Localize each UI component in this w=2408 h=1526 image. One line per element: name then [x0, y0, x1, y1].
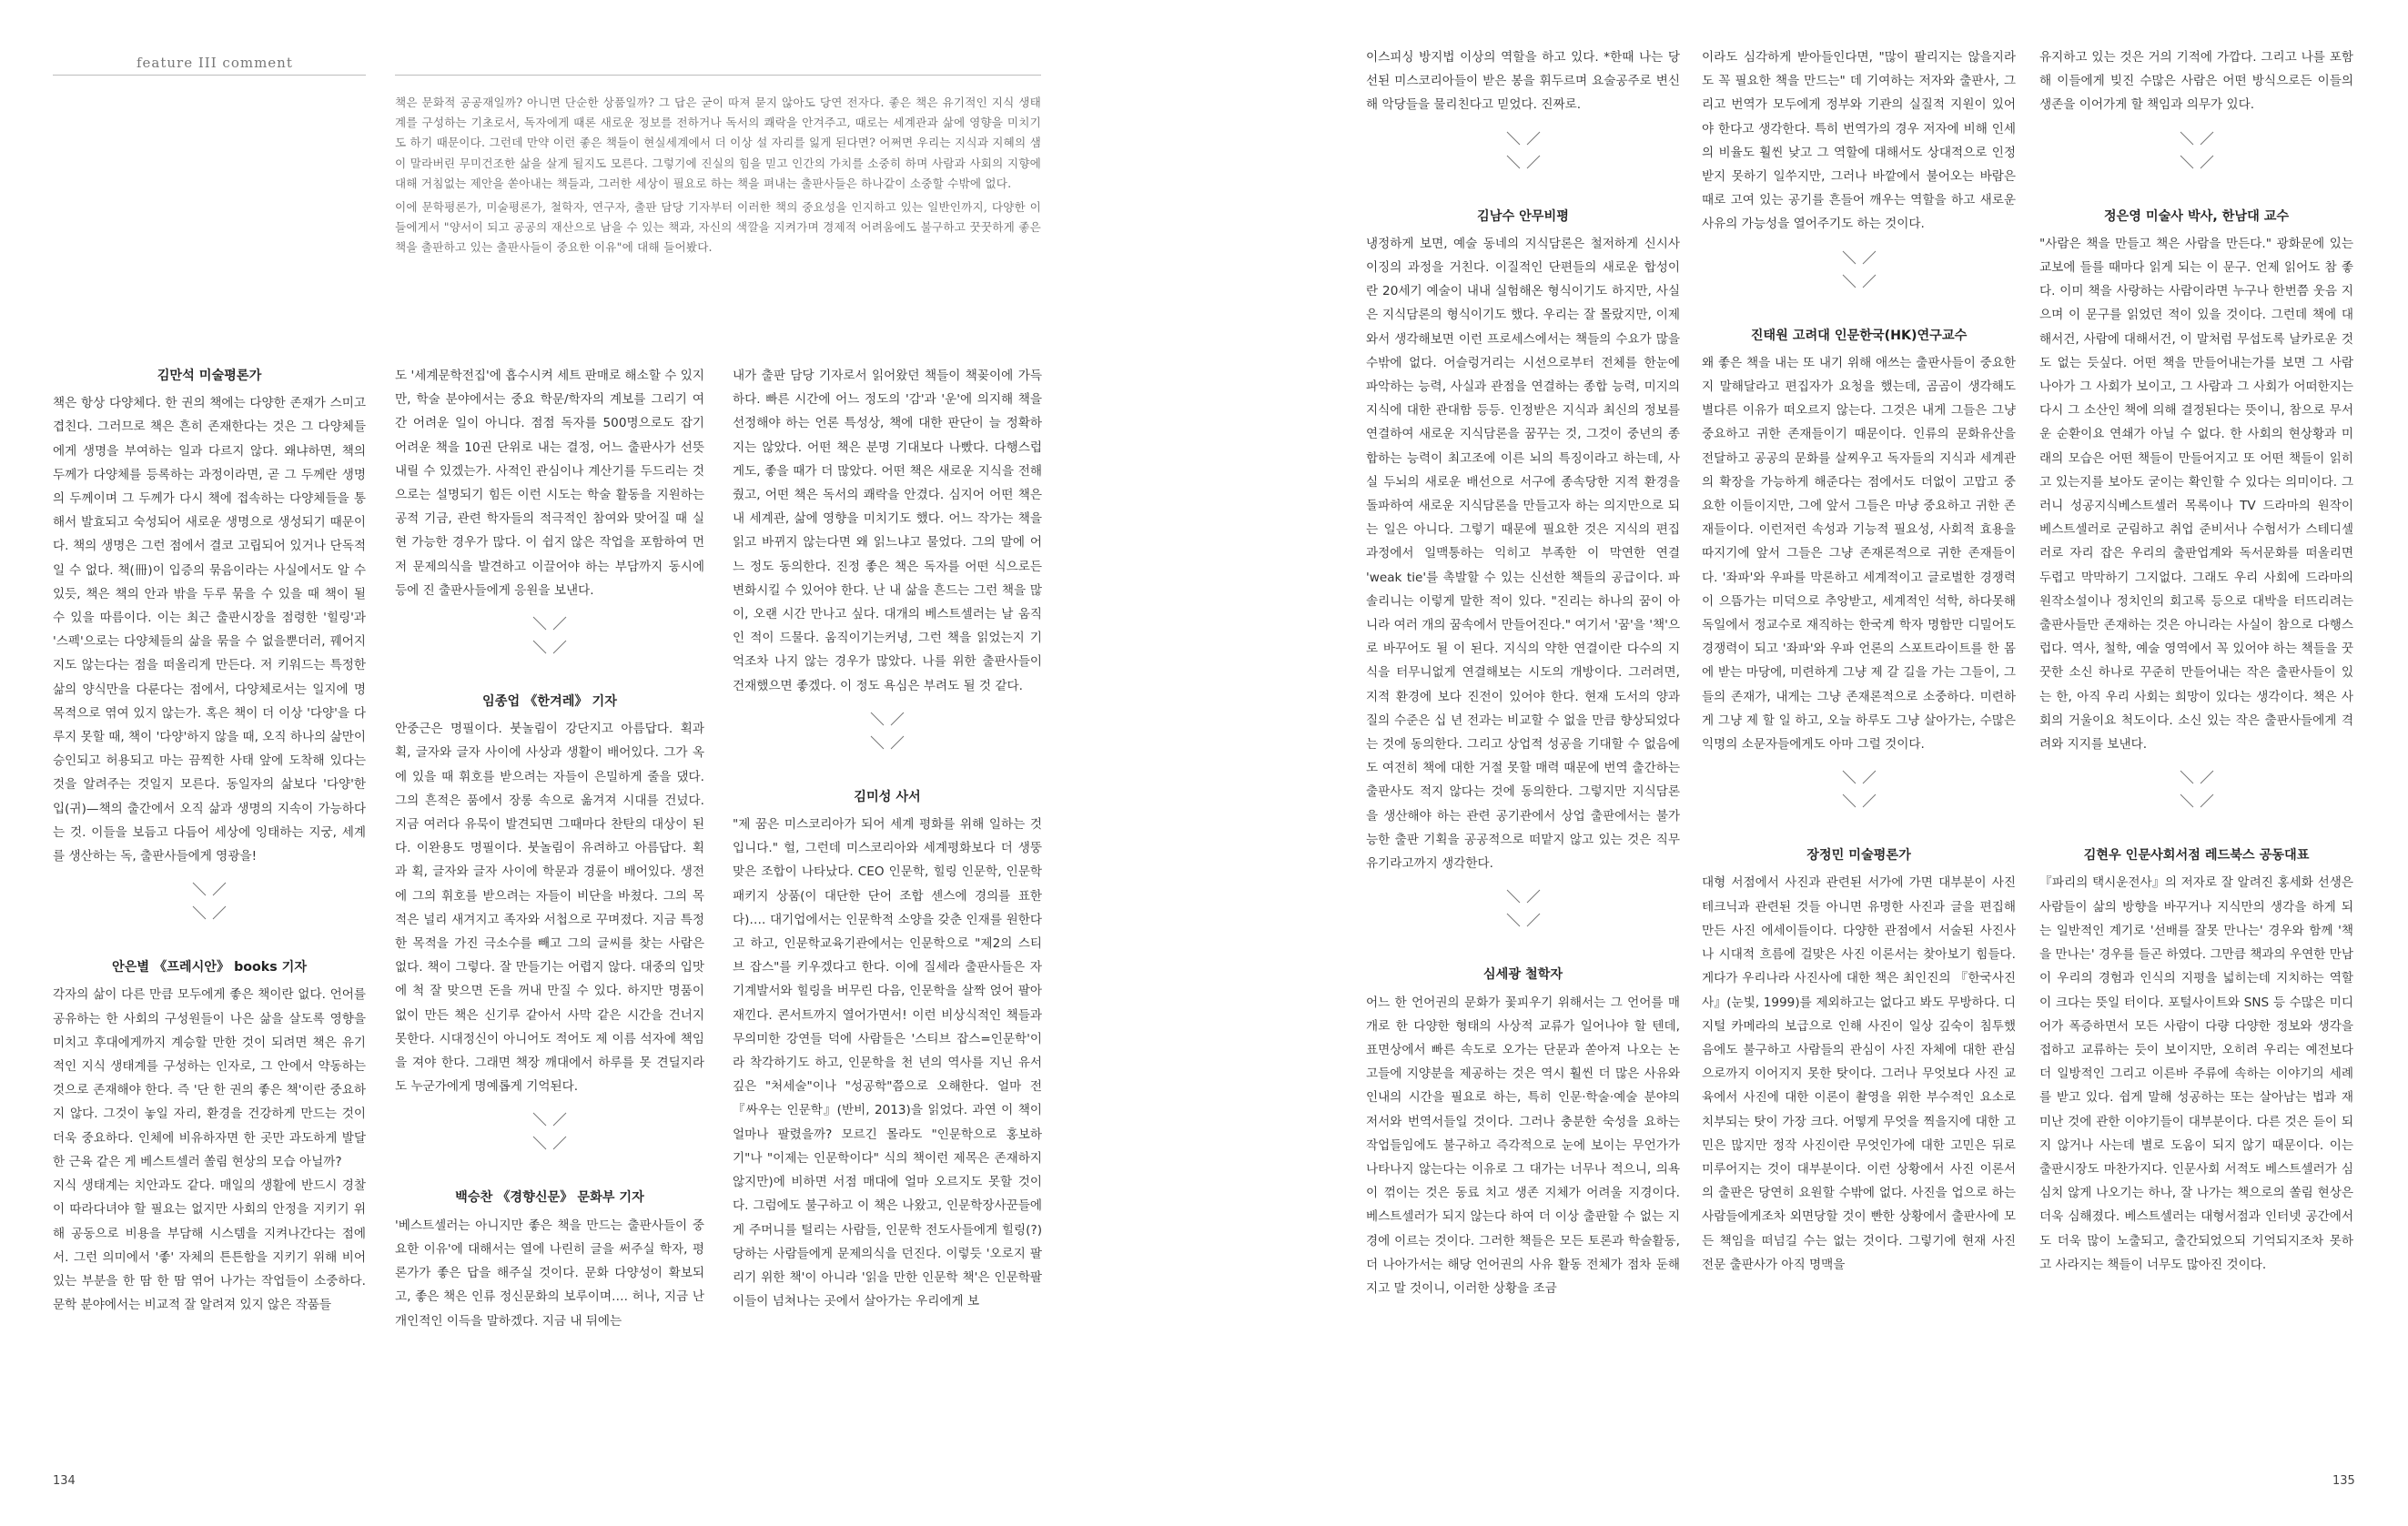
section-divider [53, 881, 366, 941]
contributor-text: "제 꿈은 미스코리아가 되어 세계 평화를 위해 일하는 것입니다." 헐, 그런데 미스코리아와 세계평화보다 더 생뚱맞은 조합이 나타났다. CEO 인문학, 힐링 인문학, 인문학 패키지 상품(이 대단한 단어 조합 센스에 경의를 표한다)…. 대기업에서는 인문학적 소양을 갖춘 인재를 원한다고 하고, 인문학교육기관에서는 인문학으로 "제2의 스티브 잡스"를 키우겠다고 한다. 이에 질세라 출판사들은 자기계발서와 힐링을 버무린 다음, 인문학을 살짝 얹어 팔아 재낀다. 콘서트까지 열어가면서! 이런 비상식적인 책들과 무의미한 강연들 덕에 사람들은 '스티브 잡스=인문학'이라 착각하기도 하고, 인문학을 천 년의 역사를 지닌 유서 깊은 "처세술"이나 "성공학"쯤으로 오해한다. 얼마 전 『싸우는 인문학』(반비, 2013)을 읽었다. 과연 이 책이 얼마나 팔렸을까? 모르긴 몰라도 "인문학으로 홍보하기"나 "이제는 인문학이다" 식의 책이런 제목은 존재하지 않지만)에 비하면 서점 매대에 얼마 오르지도 못할 것이다. 그럼에도 불구하고 이 책은 나왔고, 인문학장사꾼들에게 주머니를 털리는 사람들, 인문학 전도사들에게 힐링(?)당하는 사람들에게 문제의식을 던진다. 이렇듯 '오로지 팔리기 위한 책'이 아니라 '읽을 만한 인문학 책'은 인문학팔이들이 넘쳐나는 곳에서 살아가는 우리에게 보 [733, 817, 1042, 1309]
contributor-text: 냉정하게 보면, 예술 동네의 지식담론은 철저하게 신시사 이징의 과정을 거친다. 이질적인 단편들의 새로운 합성이란 20세기 예술이 내내 실험해온 형식이기도 하지만, 사실은 지식담론의 형식이기도 했다. 우리는 잘 몰랐지만, 이제 와서 생각해보면 이런 프로세스에서는 책들의 수요가 많을 수밖에 없다. 어슬렁거리는 시선으로부터 전체를 한눈에 파악하는 능력, 사실과 관점을 연결하는 종합 능력, 미지의 지식에 대한 관대함 등등. 인정받은 지식과 최신의 정보를 연결하여 새로운 지식담론을 꿈꾸는 것, 그것이 중년의 종합하는 능력이 최고조에 이른 뇌의 특징이라고 하는데, 사실 두뇌의 새로운 배선으로 서구에 종속당한 지적 환경을 돌파하여 새로운 지식담론을 만들고자 하는 의지만으로 되는 일은 아니다. 그렇기 때문에 필요한 것은 지식의 편집 과정에서 일맥통하는 익히고 부족한 이 막연한 연결 'weak tie'를 촉발할 수 있는 신선한 책들의 공급이다. 파솔리니는 이렇게 말한 적이 있다. "진리는 하나의 꿈이 아니라 여러 개의 꿈속에서 만들어진다." 여기서 '꿈'을 '책'으로 바꾸어도 될 이 된다. 지식의 약한 연결이란 다수의 지식을 터무니없게 연결해보는 시도의 개방이다. 그러려면, 지적 환경에 보다 진전이 있어야 한다. 현재 도서의 양과 질의 수준은 십 년 전과는 비교할 수 없을 만큼 향상되었다는 것에 동의한다. 그리고 상업적 성공을 기대할 수 없음에도 여전히 책에 대한 거절 못할 매력 때문에 번역 출간하는 출판사도 적지 않다는 것에 동의한다. 그렇지만 지식담론을 생산해야 하는 관련 공기관에서 상업 출판에서는 불가능한 출판 기획을 공공적으로 떠맡지 않고 있는 것은 직무유기라고까지 생각한다. [1366, 236, 1680, 872]
contributor-text: 각자의 삶이 다른 만큼 모두에게 좋은 책이란 없다. 언어를 공유하는 한 사회의 구성원들이 나은 삶을 살도록 영향을 미치고 후대에게까지 계승할 만한 것이 되려면 책은 유기적인 지식 생태계를 구성하는 인자로, 그 안에서 약동하는 것으로 존재해야 한다. 즉 '단 한 권의 좋은 책'이란 중요하지 않다. 그것이 놓일 자리, 환경을 건강하게 만드는 것이 더욱 중요하다. 인체에 비유하자면 한 곳만 과도하게 발달한 근육 같은 게 베스트셀러 쏠림 현상의 모습 아닐까? [53, 987, 366, 1169]
contributor-byline: 김미성 사서 [854, 789, 921, 804]
contributor-byline: 심세광 철학자 [1482, 967, 1563, 983]
column [1366, 45, 1680, 1300]
contributor-byline: 백승찬 《경향신문》 문화부 기자 [455, 1190, 644, 1206]
lead-paragraph: 책은 문화적 공공재일까? 아니면 단순한 상품일까? 그 답은 굳이 따져 묻지 않아도 당연 전자다. 좋은 책은 유기적인 지식 생태계를 구성하는 기초로서, 독자에게 때론 새로운 정보를 전하거나 독서의 쾌락을 안겨주고, 때로는 세계관과 삶에 영향을 미치기도 하기 때문이다. 그런데 만약 이런 좋은 책들이 현실세계에서 더 이상 설 자리를 잃게 된다면? 어쩌면 우리는 지식과 지혜의 샘이 말라버린 무미건조한 삶을 살게 될지도 모른다. 그렇기에 진실의 힘을 믿고 인간의 가치를 소중히 하며 사람과 사회의 지향에 대해 거침없는 제안을 쏟아내는 책들과, 그러한 세상이 필요로 하는 책을 펴내는 출판사들은 하나같이 소중할 수밖에 없다. [395, 96, 1041, 190]
contributor-text: 지식 생태계는 치안과도 같다. 매일의 생활에 반드시 경찰이 따라다녀야 할 필요는 없지만 사회의 안정을 지키기 위해 공동으로 비용을 부담해 시스템을 지켜나간다는 점에서. 그런 의미에서 '좋' 자체의 튼튼함을 지키기 위해 비어 있는 부분을 한 땀 한 땀 엮어 나가는 작업들이 소중하다. 문학 분야에서는 비교적 잘 알려져 있지 않은 작품들 [53, 1178, 366, 1313]
contributor-text: 이스피싱 방지법 이상의 역할을 하고 있다. *한때 나는 당선된 미스코리아들이 받은 봉을 휘두르며 요술공주로 변신해 악당들을 물리친다고 믿었다. 진짜로. [1366, 50, 1680, 113]
section-divider [1366, 888, 1680, 948]
page-number: 134 [53, 1474, 76, 1488]
contributor-byline: 임종업 《한겨레》 기자 [482, 694, 617, 710]
contributor-byline: 김남수 안무비평 [1477, 208, 1569, 224]
column [53, 364, 366, 1317]
contributor-text: '베스트셀러는 아니지만 좋은 책을 만드는 출판사들이 중요한 이유'에 대해서는 열에 나린히 글을 써주실 학자, 평론가가 좋은 답을 해주실 것이다. 문화 다양성이 확보되고, 좋은 책은 인류 정신문화의 보루이며…. 허나, 지금 난 개인적인 이득을 말하겠다. 지금 내 뒤에는 [395, 1218, 704, 1329]
page-number: 135 [2332, 1474, 2355, 1488]
column [395, 364, 704, 1333]
contributor-text: 이라도 심각하게 받아들인다면, "많이 팔리지는 않을지라도 꼭 필요한 책을 만드는" 데 기여하는 저자와 출판사, 그리고 번역가 모두에게 정부와 기관의 실질적 지원이 있어야 한다고 생각한다. 특히 번역가의 경우 저자에 비해 인세의 비율도 훨씬 낮고 그 역할에 대해서도 상대적으로 인정받지 못하기 일쑤지만, 그러나 바깥에서 불어오는 바람은 때로 고여 있는 공기를 흔들어 깨우는 역할을 하고 새로운 사유의 가능성을 열어주기도 하는 것이다. [1702, 50, 2016, 232]
divider-ornament-icon [1841, 769, 1877, 809]
divider-ornament-icon [2179, 130, 2215, 170]
contributor-byline: 진태원 고려대 인문한국(HK)연구교수 [1750, 328, 1968, 343]
section-divider [395, 615, 704, 675]
contributor-byline: 김현우 인문사회서점 레드북스 공동대표 [2083, 848, 2310, 864]
contributor-byline: 정은영 미술사 박사, 한남대 교수 [2103, 208, 2290, 224]
divider-ornament-icon [531, 615, 568, 655]
contributor-text: 유지하고 있는 것은 거의 기적에 가깝다. 그리고 나를 포함해 이들에게 빚진 수많은 사람은 어떤 방식으로든 이들의 생존을 이어가게 할 책임과 의무가 있다. [2039, 50, 2353, 113]
section-divider [2039, 130, 2353, 190]
divider-ornament-icon [2179, 769, 2215, 809]
divider-ornament-icon [1841, 249, 1877, 289]
divider-ornament-icon [1505, 888, 1542, 928]
section-label: feature III comment [137, 55, 293, 71]
right-page [1204, 0, 2408, 1526]
section-divider [395, 1111, 704, 1171]
contributor-text: 왜 좋은 책을 내는 또 내기 위해 애쓰는 출판사들이 중요한지 말해달라고 편집자가 요청을 했는데, 곰곰이 생각해도 별다른 이유가 떠오르지 않는다. 그것은 내게 그들은 그냥 중요하고 귀한 존재들이기 때문이다. 인류의 문화유산을 전달하고 공공의 문화를 살찌우고 독자들의 지식과 세계관의 확장을 가능하게 해준다는 점에서도 더없이 고맙고 중요한 이들이지만, 그에 앞서 그들은 마냥 중요하고 귀한 존재들이다. 이런저런 속성과 기능적 필요성, 사회적 효용을 따지기에 앞서 그들은 그냥 존재론적으로 귀한 존재들이다. '좌파'와 우파를 막론하고 세계적이고 글로벌한 경쟁력이 으뜸가는 미덕으로 추앙받고, 세계적인 석학, 하다못해 독일에서 정교수로 재직하는 한국계 학자 명함만 디밀어도 경쟁력이 되고 '좌파'와 우파 언론의 스포트라이트를 한 몸에 받는 마당에, 미련하게 그냥 제 갈 길을 가는 그들이, 그들의 존재가, 내게는 그냥 존재론적으로 소중하다. 미련하게 그냥 제 할 일 하고, 오늘 하루도 그냥 살아가는, 수많은 익명의 소문자들에게도 아마 그럴 것이다. [1702, 355, 2016, 753]
divider-ornament-icon [531, 1111, 568, 1151]
contributor-text: "사람은 책을 만들고 책은 사람을 만든다." 광화문에 있는 교보에 들를 때마다 읽게 되는 이 문구. 언제 읽어도 참 좋다. 이미 책을 사랑하는 사람이라면 누구나 한번쯤 웃음 지으며 이 문구를 읽었던 적이 있을 것이다. 그런데 책에 대해서건, 사람에 대해서건, 이 말처럼 무섭도록 날카로운 것도 없는 듯싶다. 어떤 책을 만들어내는가를 보면 그 사람 나아가 그 사회가 보이고, 그 사람과 그 사회가 어떠한지는 다시 그 소산인 책에 의해 결정된다는 뜻이니, 참으로 무서운 순환이요 연쇄가 아닐 수 없다. 한 사회의 현상황과 미래의 모습은 어떤 책들이 만들어지고 또 어떤 책들이 읽히고 있는지를 보아도 굳이는 확인할 수 있다는 의미이다. 그러니 성공지식베스트셀러 목록이나 TV 드라마의 원작이 베스트셀러로 군림하고 취업 준비서나 수험서가 스테디셀러로 자리 잡은 우리의 출판업계와 독서문화를 떠올리면 두렵고 막막하기 그지없다. 그래도 우리 사회에 드라마의 원작소설이나 정치인의 회고록 등으로 대박을 터뜨리려는 출판사들만 존재하는 것은 아니라는 사실이 참으로 다행스럽다. 역사, 철학, 예술 영역에서 꼭 있어야 하는 책들을 꿋꿋한 소신 하나로 꾸준히 만들어내는 작은 출판사들이 있는 한, 아직 우리 사회는 희망이 있다는 생각이다. 책은 사회의 거울이요 척도이다. 소신 있는 작은 출판사들에게 격려와 지지를 보낸다. [2039, 236, 2353, 753]
column [1702, 45, 2016, 1277]
header-rule-right [395, 75, 1041, 76]
column [733, 364, 1042, 1313]
header-rule-left [53, 75, 366, 76]
section-divider [1366, 130, 1680, 190]
divider-ornament-icon [191, 881, 228, 921]
lead-text [395, 93, 1041, 262]
divider-ornament-icon [1505, 130, 1542, 170]
contributor-byline: 장정민 미술평론가 [1806, 848, 1911, 864]
section-divider [1702, 249, 2016, 309]
lead-paragraph: 이에 문학평론가, 미술평론가, 철학자, 연구자, 출판 담당 기자부터 이러한 책의 중요성을 인지하고 있는 일반인까지, 다양한 이들에게서 "양서이 되고 공공의 재산으로 남을 수 있는 책과, 자신의 색깔을 지켜가며 경제적 어려움에도 불구하고 꿋꿋하게 좋은 책을 출판하고 있는 출판사들이 중요한 이유"에 대해 들어봤다. [395, 200, 1041, 255]
contributor-text: 어느 한 언어권의 문화가 꽃피우기 위해서는 그 언어를 매개로 한 다양한 형태의 사상적 교류가 일어나야 할 텐데, 표면상에서 빠른 속도로 오가는 단문과 쏟아져 나오는 논고들에 지양분을 제공하는 것은 역시 훨씬 더 많은 사유와 인내의 시간을 필요로 하는, 특히 인문·학술·예술 분야의 저서와 번역서들일 것이다. 그러나 충분한 숙성을 요하는 작업들임에도 불구하고 즉각적으로 눈에 보이는 무언가가 나타나지 않는다는 이유로 그 대가는 너무나 적으니, 의욕이 꺾이는 것은 동료 치고 생존 지체가 어려울 지경이다. 베스트셀러가 되지 않는다 하여 더 이상 출판할 수 없는 지경에 이르는 것이다. 그러한 책들은 모든 토론과 학술활동, 더 나아가서는 해당 언어권의 사유 활동 전체가 점차 둔해지고 말 것이니, 이러한 상황을 조금 [1366, 995, 1680, 1296]
divider-ornament-icon [869, 711, 906, 751]
contributor-text: 내가 출판 담당 기자로서 읽어왔던 책들이 책꽂이에 가득하다. 빠른 시간에 어느 정도의 '감'과 '운'에 의지해 책을 선정해야 하는 언론 특성상, 책에 대한 판단이 늘 정확하지는 않았다. 어떤 책은 분명 기대보다 나빴다. 다행스럽게도, 좋을 때가 더 많았다. 어떤 책은 새로운 지식을 전해줬고, 어떤 책은 독서의 쾌락을 안겼다. 심지어 어떤 책은 내 세계관, 삶에 영향을 미치기도 했다. 어느 작가는 책을 읽고 바뀌지 않는다면 왜 읽느냐고 물었다. 그의 말에 어느 정도 동의한다. 진정 좋은 책은 독자를 어떤 식으로든 변화시킬 수 있어야 한다. 난 내 삶을 흔드는 그런 책을 많이, 오랜 시간 만나고 싶다. 대개의 베스트셀러는 날 움직인 적이 드물다. 움직이기는커녕, 그런 책을 읽었는지 기억조차 나지 않는 경우가 많았다. 나를 위한 출판사들이 건재했으면 좋겠다. 이 정도 욕심은 부려도 될 것 같다. [733, 369, 1042, 693]
contributor-byline: 김만석 미술평론가 [157, 369, 262, 383]
contributor-text: 책은 항상 다양체다. 한 권의 책에는 다양한 존재가 스미고 겹친다. 그러므로 책은 흔히 존재한다는 것은 그 다양체들에게 생명을 부여하는 일과 다르지 않다. 왜냐하면, 책의 두께가 다양체를 등록하는 과정이라면, 곧 그 두께란 생명의 두께이며 그 두께가 다시 책에 접속하는 다양체들을 통해서 발효되고 숙성되어 새로운 생명으로 생성되기 때문이다. 책의 생명은 그런 점에서 결코 고립되어 있거나 단독적일 수 없다. 책(冊)이 입증의 묶음이라는 사실에서도 알 수 있듯, 책은 책의 안과 밖을 두루 묶을 수 있을 때 책이 될 수 있을 따름이다. 이는 최근 출판시장을 점령한 '힐링'과 '스펙'으로는 다양체들의 삶을 묶을 수 없을뿐더러, 꿰어지지도 않는다는 점을 떠올리게 만든다. 저 키워드는 특정한 삶의 양식만을 다룬다는 점에서, 다양체로서는 일지에 명목적으로 엮여 있지 않는가. 혹은 책이 더 이상 '다양'을 다루지 못할 때, 책이 '다양'하지 않을 때, 오직 하나의 삶만이 승인되고 허용되고 마는 끔찍한 사태 앞에 도착해 있다는 것을 알려주는 것일지 모른다. 동일자의 삶보다 '다양'한 입(귀)—책의 출간에서 오직 삶과 생명의 지속이 가능하다는 것. 이들을 보듬고 다듬어 세상에 잉태하는 지궁, 세계를 생산하는 독, 출판사들에게 영광을! [53, 396, 366, 864]
section-divider [2039, 769, 2353, 829]
contributor-text: 대형 서점에서 사진과 관련된 서가에 가면 대부분이 사진 테크닉과 관련된 것들 아니면 유명한 사진과 글을 편집해 만든 사진 에세이들이다. 다양한 관점에서 서술된 사진사나 시대적 흐름에 걸맞은 사진 이론서는 찾아보기 힘들다. 게다가 우리나라 사진사에 대한 책은 최인진의 『한국사진사』(눈빛, 1999)를 제외하고는 없다고 봐도 무방하다. 디지털 카메라의 보급으로 인해 사진이 일상 깊숙이 침투했음에도 불구하고 사람들의 관심이 사진 자체에 대한 관심으로까지 이어지지 못한 탓이다. 그러나 무엇보다 사진 교육에서 사진에 대한 이론이 촬영을 위한 부수적인 요소로 치부되는 탓이 가장 크다. 어떻게 무엇을 찍을지에 대한 고민은 많지만 정작 사진이란 무엇인가에 대한 고민은 뒤로 미루어지는 것이 대부분이다. 이런 상황에서 사진 이론서의 출판은 당연히 요원할 수밖에 없다. 사진을 업으로 하는 사람들에게조차 외면당할 것이 빤한 상황에서 출판사에 모든 책임을 떠넘길 수는 없는 것이다. 그렇기에 현재 사진 전문 출판사가 아직 명맥을 [1702, 875, 2016, 1272]
contributor-text: 『파리의 택시운전사』의 저자로 잘 알려진 홍세화 선생은 사람들이 삶의 방향을 바꾸거나 지식만의 생각을 하게 되는 일반적인 계기로 '선배를 잘못 만나는' 경우와 함께 '책을 만나는' 경우를 들곤 하였다. 그만큼 책과의 우연한 만남이 우리의 경험과 인식의 지평을 넓히는데 지치하는 역할이 크다는 뜻일 터이다. 포털사이트와 SNS 등 수많은 미디어가 폭증하면서 모든 사람이 다량 다양한 정보와 생각을 접하고 교류하는 듯이 보이지만, 오히려 우리는 예전보다 더 일방적인 그리고 이른바 주류에 속하는 이야기의 세례를 받고 있다. 쉽게 말해 성공하는 또는 살아남는 법과 재미난 것에 관한 이야기들이 대부분이다. 다른 것은 듣이 되지 않거나 사는데 별로 도움이 되지 않기 때문이다. 이는 출판시장도 마찬가지다. 인문사회 서적도 베스트셀러가 심심치 않게 나오기는 하나, 잘 나가는 책으로의 쏠림 현상은 더욱 심해졌다. 베스트셀러는 대형서점과 인터넷 공간에서도 더욱 많이 노출되고, 출간되었으되 기억되지조차 못하고 사라지는 책들이 너무도 많아진 것이다. [2039, 875, 2353, 1272]
contributor-text: 도 '세계문학전집'에 흡수시켜 세트 판매로 해소할 수 있지만, 학술 분야에서는 중요 학문/학자의 계보를 그리기 여간 어려운 일이 아니다. 점점 독자를 500명으로도 잡기 어려운 책을 10권 단위로 내는 결정, 어느 출판사가 선뜻 내릴 수 있겠는가. 사적인 관심이나 계산기를 두드리는 것으로는 설명되기 힘든 이런 시도는 학술 활동을 지원하는 공적 기금, 관련 학자들의 적극적인 참여와 맞어질 때 실현 가능한 경우가 많다. 이 쉽지 않은 작업을 포함하여 먼저 문제의식을 발견하고 이끌어야 하는 부담까지 동시에 등에 진 출판사들에게 응원을 보낸다. [395, 369, 704, 598]
column [2039, 45, 2353, 1277]
section-divider [1702, 769, 2016, 829]
contributor-byline: 안은별 《프레시안》 books 기자 [111, 960, 308, 975]
section-divider [733, 711, 1042, 771]
contributor-text: 안중근은 명필이다. 붓놀림이 강단지고 아름답다. 획과 획, 글자와 글자 사이에 사상과 생활이 배어있다. 그가 옥에 있을 때 휘호를 받으려는 자들이 은밀하게 줄을 댔다. 그의 흔적은 품에서 장롱 속으로 옮겨져 시대를 건넜다. 지금 여러다 유묵이 발견되면 그때마다 찬탄의 대상이 된다. 이완용도 명필이다. 붓놀림이 유려하고 아름답다. 획과 획, 글자와 글자 사이에 학문과 경륜이 배어있다. 생전에 그의 휘호를 받으려는 자들이 비단을 바쳤다. 그의 목적은 널리 새겨지고 족자와 서첩으로 꾸며졌다. 지금 특정한 목적을 가진 극소수를 빼고 그의 글씨를 찾는 사람은 없다. 책이 그렇다. 잘 만들기는 어렵지 않다. 대중의 입맛에 척 잘 맞으면 돈을 꺼내 만질 수 있다. 하지만 명품이 없이 만든 책은 신기루 같아서 사막 같은 시간을 건너지 못한다. 시대정신이 아니어도 적어도 제 이름 석자에 책임을 져야 한다. 그래면 책장 깨대에서 하루를 못 견딜지라도 누군가에게 명예롭게 기억된다. [395, 722, 704, 1095]
